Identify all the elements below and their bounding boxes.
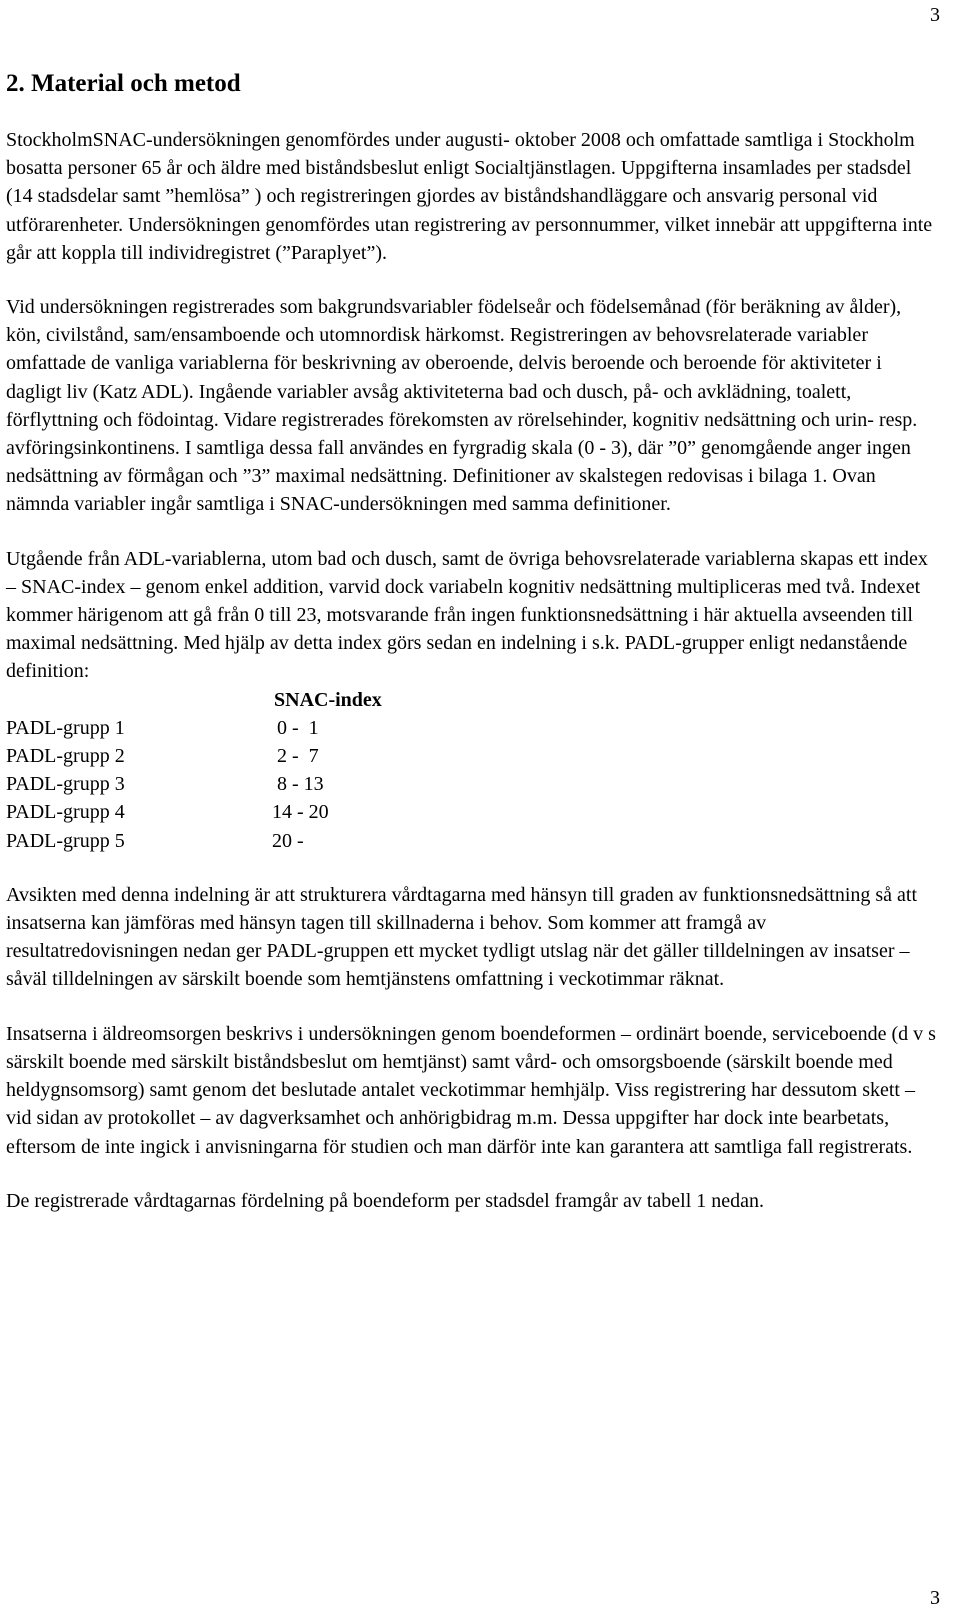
paragraph-snac-index: Utgående från ADL-variablerna, utom bad och dusch, samt de övriga behovsrelaterade variablerna skapas ett index – SNAC-index – genom enkel addition, varvid dock variabeln kognitiv nedsättning multipliceras med två. Indexet kommer härigenom att gå från 0 till 23, motsvarande från ingen funktionsnedsättning i här aktuella avseenden till maximal nedsättning. Med hjälp av detta index görs sedan en indelning i s.k. PADL-grupper enligt nedanstående definition: — [6, 547, 928, 683]
padl-group-label: PADL-grupp 3 — [6, 773, 125, 796]
padl-table-header: SNAC-index — [274, 688, 382, 711]
paragraph-study-overview: StockholmSNAC-undersökningen genomfördes under augusti- oktober 2008 och omfattade samtliga i Stockholm bosatta personer 65 år och äldre med biståndsbeslut enligt Socialtjänstlagen. Uppgifterna insamlades per stadsdel (14 stadsdelar samt ”hemlösa” ) och registreringen gjordes av biståndshandläggare och ansvarig personal vid utförarenheter. Undersökningen genomfördes utan registrering av personnummer, vilket innebär att uppgifterna inte går att koppla till individregistret (”Paraplyet”). — [6, 129, 933, 264]
padl-group-label: PADL-grupp 4 — [6, 801, 125, 824]
padl-row-5 — [6, 827, 941, 855]
paragraph-purpose: Avsikten med denna indelning är att strukturera vårdtagarna med hänsyn till graden av funktionsnedsättning så att insatserna kan jämföras med hänsyn tagen till skillnaderna i behov. Som kommer att framgå av resultatredovisningen nedan ger PADL-gruppen ett mycket tydligt utslag när det gäller tilldelningen av insatser – såväl tilldelningen av särskilt boende som hemtjänstens omfattning i veckotimmar räknat. — [6, 883, 918, 991]
padl-group-label: PADL-grupp 5 — [6, 829, 125, 852]
page-number-bottom: 3 — [930, 1587, 940, 1609]
paragraph-services: Insatserna i äldreomsorgen beskrivs i undersökningen genom boendeformen – ordinärt boende, serviceboende (d v s särskilt boende med särskilt biståndsbeslut om hemtjänst) samt vård- och omsorgsboende (särskilt boende med heldygnsomsorg) samt genom det beslutade antalet veckotimmar hemhjälp. Viss registrering har dessutom skett – vid sidan av protokollet – av dagverksamhet och anhörigbidrag m.m. Dessa uppgifter har dock inte bearbetats, eftersom de inte ingick i anvisningarna för studien och man därför inte kan garantera att samtliga fall registrerats. — [6, 1022, 936, 1158]
padl-group-label: PADL-grupp 2 — [6, 745, 125, 768]
paragraph-variables: Vid undersökningen registrerades som bakgrundsvariabler födelseår och födelsemånad (för beräkning av ålder), kön, civilstånd, sam/ensamboende och utomnordisk härkomst. Registreringen av behovsrelaterade variabler omfattade de vanliga variablerna för beskrivning av oberoende, delvis beroende och beroende för aktiviteter i dagligt liv (Katz ADL). Ingående variabler avsåg aktiviteterna bad och dusch, på- och avklädning, toalett, förflyttning och födointag. Vidare registrerades förekomsten av rörelsehinder, kognitiv nedsättning och urin- resp. avföringsinkontinens. I samtliga dessa fall användes en fyrgradig skala (0 - 3), där ”0” genomgående anger ingen nedsättning av förmågan och ”3” maximal nedsättning. Definitioner av skalstegen redovisas i bilaga 1. Ovan nämnda variabler ingår samtliga i SNAC-undersökningen med samma definitioner. — [6, 296, 918, 516]
document-body — [6, 66, 941, 1241]
padl-group-table — [6, 686, 941, 855]
padl-group-range: 8 - 13 — [272, 773, 324, 796]
paragraph-table-reference: De registrerade vårdtagarnas fördelning på boendeform per stadsdel framgår av tabell 1 nedan. — [6, 1189, 765, 1212]
padl-group-range: 20 - — [272, 829, 304, 852]
padl-group-range: 14 - 20 — [272, 801, 329, 824]
section-title: 2. Material och metod — [6, 70, 241, 97]
page-number-top: 3 — [930, 4, 940, 26]
padl-row-4 — [6, 798, 941, 826]
padl-group-range: 2 - 7 — [272, 745, 319, 768]
padl-row-3 — [6, 770, 941, 798]
padl-group-range: 0 - 1 — [272, 716, 319, 739]
padl-row-2 — [6, 742, 941, 770]
padl-row-1 — [6, 714, 941, 742]
padl-group-label: PADL-grupp 1 — [6, 716, 125, 739]
